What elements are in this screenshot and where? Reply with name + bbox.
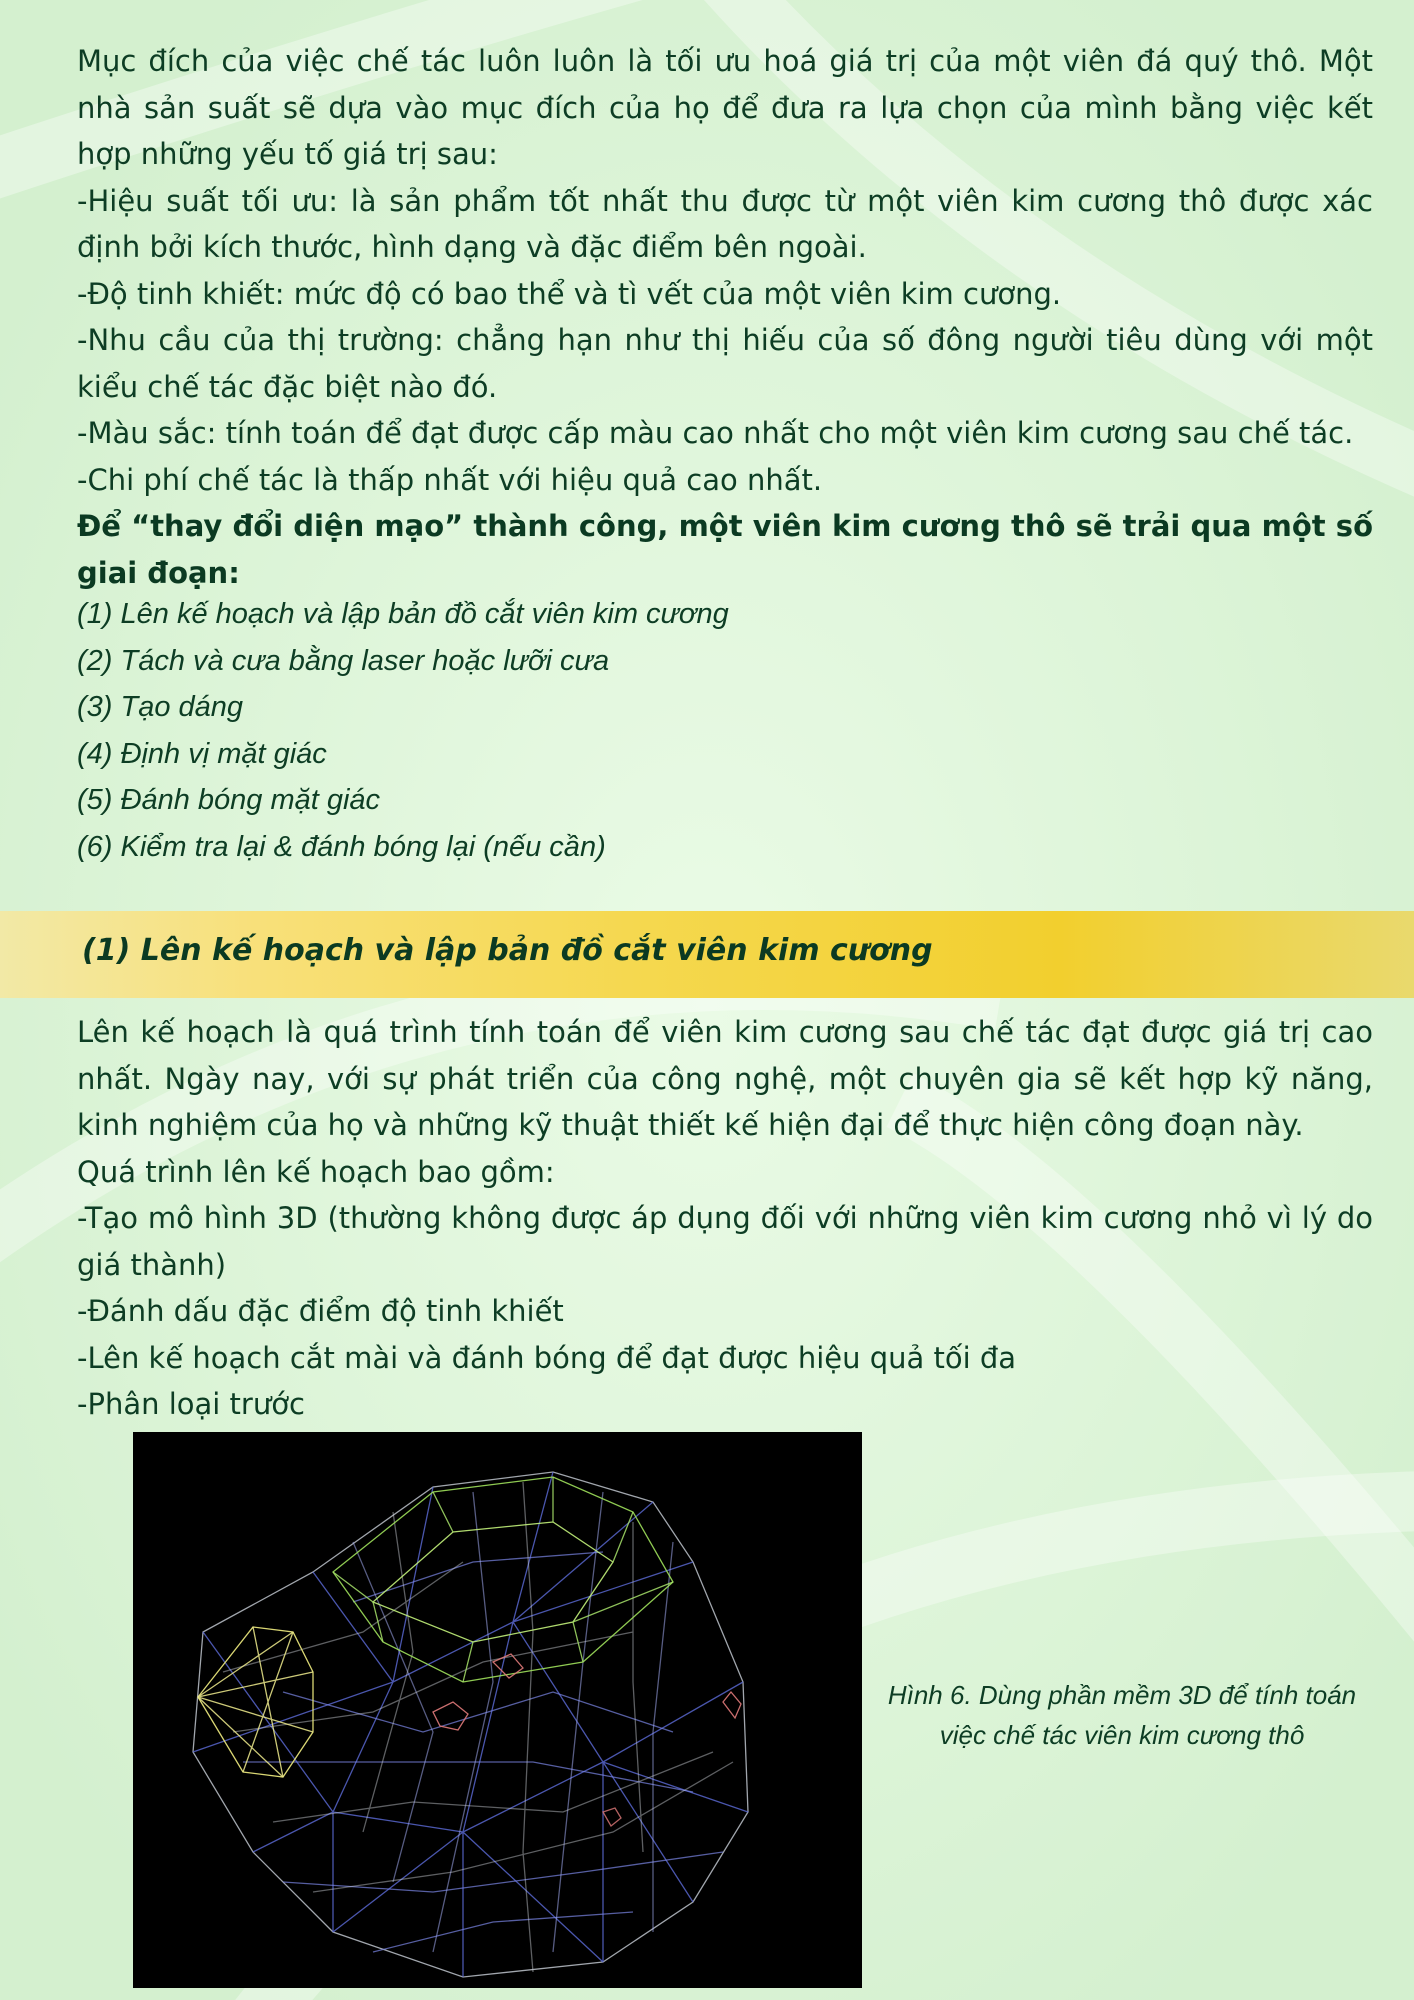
intro-bold-statement: Để “thay đổi diện mạo” thành công, một viên kim cương thô sẽ trải qua một số giai đoạn: bbox=[77, 509, 1373, 590]
intro-item: -Độ tinh khiết: mức độ có bao thể và tì vết của một viên kim cương. bbox=[77, 276, 1062, 311]
figure-caption: Hình 6. Dùng phần mềm 3D để tính toán việc chế tác viên kim cương thô bbox=[887, 1680, 1357, 1750]
section1-item: -Tạo mô hình 3D (thường không được áp dụng đối với những viên kim cương nhỏ vì lý do giá thành) bbox=[77, 1201, 1373, 1282]
section1-item: -Đánh dấu đặc điểm độ tinh khiết bbox=[77, 1294, 564, 1328]
intro-section bbox=[77, 38, 1373, 596]
step-item: (3) Tạo dáng bbox=[77, 691, 244, 723]
section-title: (1) Lên kế hoạch và lập bản đồ cắt viên kim cương bbox=[82, 933, 933, 968]
section1-item: -Lên kế hoạch cắt mài và đánh bóng để đạt được hiệu quả tối đa bbox=[77, 1340, 1017, 1375]
steps-list bbox=[77, 591, 729, 870]
section1-body bbox=[77, 1009, 1373, 1428]
section1-paragraph: Lên kế hoạch là quá trình tính toán để viên kim cương sau chế tác đạt được giá trị cao nhất. Ngày nay, với sự phát triển của công nghệ, một chuyên gia sẽ kết hợp kỹ năng, kinh nghiệm của họ và những kỹ thuật thiết kế hiện đại để thực hiện công đoạn này. bbox=[77, 1015, 1373, 1142]
intro-item: -Màu sắc: tính toán để đạt được cấp màu cao nhất cho một viên kim cương sau chế tác. bbox=[77, 416, 1354, 450]
step-item: (2) Tách và cưa bằng laser hoặc lưỡi cưa bbox=[77, 644, 610, 677]
step-item: (4) Định vị mặt giác bbox=[77, 737, 327, 770]
step-item: (5) Đánh bóng mặt giác bbox=[77, 784, 381, 816]
section1-subheading: Quá trình lên kế hoạch bao gồm: bbox=[77, 1154, 555, 1189]
wireframe-diamond-icon bbox=[133, 1432, 862, 1988]
intro-item: -Chi phí chế tác là thấp nhất với hiệu quả cao nhất. bbox=[77, 462, 823, 497]
intro-paragraph: Mục đích của việc chế tác luôn luôn là tối ưu hoá giá trị của một viên đá quý thô. Một nhà sản suất sẽ dựa vào mục đích của họ để đưa ra lựa chọn của mình bằng việc kết hợp những yếu tố giá trị sau: bbox=[77, 44, 1373, 171]
section-banner bbox=[0, 911, 1414, 998]
intro-item: -Hiệu suất tối ưu: là sản phẩm tốt nhất thu được từ một viên kim cương thô được xác định bởi kích thước, hình dạng và đặc điểm bên ngoài. bbox=[77, 183, 1373, 264]
step-item: (1) Lên kế hoạch và lập bản đồ cắt viên kim cương bbox=[77, 598, 729, 630]
diamond-3d-model-image bbox=[133, 1432, 862, 1988]
section1-item: -Phân loại trước bbox=[77, 1387, 305, 1421]
intro-item: -Nhu cầu của thị trường: chẳng hạn như thị hiếu của số đông người tiêu dùng với một kiểu chế tác đặc biệt nào đó. bbox=[77, 323, 1373, 404]
step-item: (6) Kiểm tra lại & đánh bóng lại (nếu cần) bbox=[77, 830, 606, 863]
